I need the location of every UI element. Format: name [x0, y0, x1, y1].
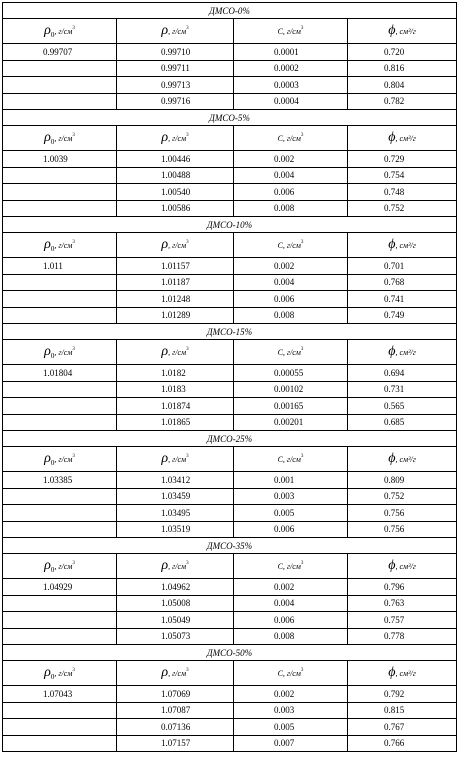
rho-symbol: ρ [44, 237, 51, 252]
concentration-label: C, г/см [277, 455, 301, 464]
rho0-cell [3, 60, 117, 77]
phi-cell: 0.754 [348, 167, 457, 184]
header-rho0 [3, 554, 117, 579]
header-rho0 [3, 340, 117, 365]
section-title: ДМСО-5% [3, 110, 457, 126]
rho-cell: 0.99710 [117, 44, 234, 61]
rho-symbol: ρ [161, 665, 169, 680]
phi-cell: 0.815 [348, 702, 457, 719]
header-concentration [234, 554, 348, 579]
rho-unit: , г/см [168, 27, 187, 36]
section-title: ДМСО-35% [3, 538, 457, 554]
table-row [3, 167, 457, 184]
table-row [3, 472, 457, 489]
rho-unit: , г/см [168, 562, 187, 571]
rho-cell: 0.99713 [117, 77, 234, 94]
header-concentration [234, 126, 348, 151]
header-rho [117, 447, 234, 472]
rho0-unit: , г/см [54, 455, 73, 464]
concentration-superscript: 3 [300, 561, 304, 566]
concentration-cell: 0.008 [234, 628, 348, 645]
phi-cell: 0.748 [348, 184, 457, 201]
rho-unit-superscript: 3 [186, 133, 189, 138]
rho-cell: 1.07069 [117, 686, 234, 703]
column-header-row [3, 554, 457, 579]
section-title-row [3, 110, 457, 126]
table-row [3, 686, 457, 703]
rho0-cell [3, 184, 117, 201]
header-concentration [234, 447, 348, 472]
rho0-cell [3, 200, 117, 217]
section-title-row [3, 645, 457, 661]
concentration-cell: 0.006 [234, 184, 348, 201]
phi-cell: 0.768 [348, 274, 457, 291]
header-rho0 [3, 233, 117, 258]
concentration-cell: 0.003 [234, 488, 348, 505]
header-rho [117, 554, 234, 579]
phi-cell: 0.792 [348, 686, 457, 703]
concentration-cell: 0.004 [234, 595, 348, 612]
header-rho0 [3, 19, 117, 44]
rho0-cell [3, 381, 117, 398]
section-title-row [3, 431, 457, 447]
phi-cell: 0.809 [348, 472, 457, 489]
concentration-cell: 0.005 [234, 719, 348, 736]
phi-symbol: ϕ [388, 237, 396, 252]
rho0-cell [3, 628, 117, 645]
concentration-label: C, г/см [277, 241, 301, 250]
concentration-cell: 0.00165 [234, 398, 348, 415]
phi-cell: 0.782 [348, 93, 457, 110]
table-row [3, 381, 457, 398]
rho-cell: 1.03519 [117, 521, 234, 538]
rho-symbol: ρ [44, 23, 51, 38]
section-title: ДМСО-50% [3, 645, 457, 661]
concentration-superscript: 3 [300, 26, 304, 31]
phi-cell: 0.804 [348, 77, 457, 94]
rho0-subscript: 0 [50, 459, 55, 467]
phi-cell: 0.778 [348, 628, 457, 645]
rho0-unit-superscript: 3 [72, 26, 75, 31]
concentration-cell: 0.005 [234, 505, 348, 522]
concentration-cell: 0.006 [234, 612, 348, 629]
section-title-row [3, 3, 457, 19]
table-row [3, 505, 457, 522]
rho0-cell [3, 93, 117, 110]
rho0-unit: , г/см [54, 669, 73, 678]
concentration-superscript: 3 [300, 240, 304, 245]
table-row [3, 77, 457, 94]
table-row [3, 258, 457, 275]
rho-cell: 1.00586 [117, 200, 234, 217]
rho0-cell [3, 488, 117, 505]
rho-unit-superscript: 3 [186, 561, 189, 566]
section-title: ДМСО-15% [3, 324, 457, 340]
rho0-cell [3, 77, 117, 94]
header-phi [348, 661, 457, 686]
header-phi [348, 447, 457, 472]
rho0-subscript: 0 [50, 352, 55, 360]
concentration-label: C, г/см [277, 134, 301, 143]
rho0-cell [3, 595, 117, 612]
table-row [3, 44, 457, 61]
header-phi [348, 126, 457, 151]
concentration-cell: 0.003 [234, 702, 348, 719]
header-concentration [234, 233, 348, 258]
rho-symbol: ρ [44, 558, 51, 573]
concentration-cell: 0.0003 [234, 77, 348, 94]
rho-cell: 1.01157 [117, 258, 234, 275]
phi-cell: 0.701 [348, 258, 457, 275]
table-row [3, 60, 457, 77]
phi-cell: 0.756 [348, 505, 457, 522]
phi-unit: , см³/г [395, 455, 416, 464]
concentration-cell: 0.006 [234, 291, 348, 308]
rho-unit-superscript: 3 [186, 347, 189, 352]
rho0-unit: , г/см [54, 241, 73, 250]
rho-cell: 1.00488 [117, 167, 234, 184]
phi-symbol: ϕ [388, 451, 396, 466]
concentration-cell: 0.0002 [234, 60, 348, 77]
phi-cell: 0.729 [348, 151, 457, 168]
section-title-row [3, 217, 457, 233]
table-row [3, 414, 457, 431]
concentration-superscript: 3 [300, 133, 304, 138]
rho0-subscript: 0 [50, 138, 55, 146]
rho-cell: 1.04962 [117, 579, 234, 596]
concentration-cell: 0.001 [234, 472, 348, 489]
rho-symbol: ρ [44, 665, 51, 680]
phi-cell: 0.763 [348, 595, 457, 612]
rho-symbol: ρ [161, 130, 169, 145]
header-concentration [234, 340, 348, 365]
rho-unit: , г/см [168, 455, 187, 464]
rho-cell: 1.05049 [117, 612, 234, 629]
column-header-row [3, 19, 457, 44]
rho-unit-superscript: 3 [186, 454, 189, 459]
phi-cell: 0.752 [348, 200, 457, 217]
phi-cell: 0.757 [348, 612, 457, 629]
column-header-row [3, 661, 457, 686]
rho0-unit-superscript: 3 [72, 668, 75, 673]
table-body [3, 3, 457, 752]
rho-cell: 0.99716 [117, 93, 234, 110]
rho-unit: , г/см [168, 241, 187, 250]
rho0-subscript: 0 [50, 245, 55, 253]
section-title-row [3, 538, 457, 554]
table-row [3, 184, 457, 201]
phi-cell: 0.741 [348, 291, 457, 308]
rho0-cell: 1.07043 [3, 686, 117, 703]
phi-symbol: ϕ [388, 130, 396, 145]
rho-cell: 1.01187 [117, 274, 234, 291]
rho0-cell [3, 307, 117, 324]
header-rho [117, 661, 234, 686]
rho0-unit: , г/см [54, 27, 73, 36]
table-row [3, 200, 457, 217]
rho-symbol: ρ [44, 451, 51, 466]
concentration-cell: 0.007 [234, 735, 348, 752]
concentration-cell: 0.002 [234, 151, 348, 168]
table-row [3, 365, 457, 382]
table-row [3, 488, 457, 505]
rho-unit: , г/см [168, 669, 187, 678]
rho-cell: 1.07087 [117, 702, 234, 719]
table-row [3, 274, 457, 291]
rho0-subscript: 0 [50, 566, 55, 574]
header-rho [117, 126, 234, 151]
column-header-row [3, 447, 457, 472]
table-row [3, 595, 457, 612]
rho-cell: 0.99711 [117, 60, 234, 77]
rho0-cell [3, 274, 117, 291]
concentration-cell: 0.00201 [234, 414, 348, 431]
header-concentration [234, 661, 348, 686]
phi-cell: 0.756 [348, 521, 457, 538]
rho0-cell: 1.01804 [3, 365, 117, 382]
table-row [3, 579, 457, 596]
table-row [3, 628, 457, 645]
concentration-cell: 0.00055 [234, 365, 348, 382]
table-row [3, 307, 457, 324]
rho-cell: 1.07157 [117, 735, 234, 752]
concentration-label: C, г/см [277, 562, 301, 571]
phi-symbol: ϕ [388, 665, 396, 680]
rho0-unit: , г/см [54, 348, 73, 357]
phi-unit: , см³/г [395, 241, 416, 250]
rho0-cell [3, 398, 117, 415]
phi-cell: 0.685 [348, 414, 457, 431]
phi-unit: , см³/г [395, 669, 416, 678]
rho-cell: 1.01248 [117, 291, 234, 308]
header-concentration [234, 19, 348, 44]
concentration-label: C, г/см [277, 348, 301, 357]
rho0-subscript: 0 [50, 673, 55, 681]
table-row [3, 612, 457, 629]
concentration-cell: 0.002 [234, 686, 348, 703]
rho-cell: 1.00446 [117, 151, 234, 168]
concentration-cell: 0.002 [234, 258, 348, 275]
column-header-row [3, 233, 457, 258]
header-phi [348, 340, 457, 365]
dmso-density-table [2, 2, 457, 752]
column-header-row [3, 126, 457, 151]
phi-symbol: ϕ [388, 23, 396, 38]
table-row [3, 719, 457, 736]
phi-cell: 0.731 [348, 381, 457, 398]
rho0-cell: 0.99707 [3, 44, 117, 61]
section-title: ДМСО-10% [3, 217, 457, 233]
section-title: ДМСО-0% [3, 3, 457, 19]
concentration-cell: 0.008 [234, 307, 348, 324]
rho-cell: 1.05008 [117, 595, 234, 612]
rho0-unit-superscript: 3 [72, 347, 75, 352]
phi-cell: 0.766 [348, 735, 457, 752]
concentration-cell: 0.004 [234, 167, 348, 184]
concentration-cell: 0.0001 [234, 44, 348, 61]
concentration-cell: 0.0004 [234, 93, 348, 110]
rho-symbol: ρ [161, 344, 169, 359]
header-rho0 [3, 126, 117, 151]
column-header-row [3, 340, 457, 365]
header-rho0 [3, 661, 117, 686]
rho0-unit-superscript: 3 [72, 133, 75, 138]
phi-cell: 0.767 [348, 719, 457, 736]
rho0-unit: , г/см [54, 562, 73, 571]
rho-unit: , г/см [168, 348, 187, 357]
table-row [3, 398, 457, 415]
phi-symbol: ϕ [388, 344, 396, 359]
header-phi [348, 554, 457, 579]
section-title: ДМСО-25% [3, 431, 457, 447]
rho-symbol: ρ [161, 558, 169, 573]
rho0-unit-superscript: 3 [72, 240, 75, 245]
table-row [3, 291, 457, 308]
phi-unit: , см³/г [395, 562, 416, 571]
phi-symbol: ϕ [388, 558, 396, 573]
rho-cell: 1.03412 [117, 472, 234, 489]
phi-unit: , см³/г [395, 134, 416, 143]
rho-cell: 1.01289 [117, 307, 234, 324]
phi-cell: 0.694 [348, 365, 457, 382]
concentration-superscript: 3 [300, 347, 304, 352]
rho0-cell [3, 702, 117, 719]
table-row [3, 93, 457, 110]
concentration-cell: 0.006 [234, 521, 348, 538]
rho0-cell [3, 735, 117, 752]
concentration-cell: 0.002 [234, 579, 348, 596]
header-rho [117, 340, 234, 365]
rho-cell: 1.01865 [117, 414, 234, 431]
rho-symbol: ρ [161, 237, 169, 252]
concentration-label: C, г/см [277, 669, 301, 678]
rho-unit-superscript: 3 [186, 240, 189, 245]
rho0-cell: 1.0039 [3, 151, 117, 168]
rho0-cell [3, 505, 117, 522]
concentration-cell: 0.004 [234, 274, 348, 291]
rho0-cell: 1.011 [3, 258, 117, 275]
rho0-unit-superscript: 3 [72, 561, 75, 566]
concentration-cell: 0.008 [234, 200, 348, 217]
rho-cell: 1.05073 [117, 628, 234, 645]
concentration-label: C, г/см [277, 27, 301, 36]
section-title-row [3, 324, 457, 340]
rho-symbol: ρ [161, 451, 169, 466]
phi-cell: 0.816 [348, 60, 457, 77]
rho-cell: 1.0183 [117, 381, 234, 398]
rho-unit: , г/см [168, 134, 187, 143]
rho-symbol: ρ [44, 130, 51, 145]
rho0-unit-superscript: 3 [72, 454, 75, 459]
phi-cell: 0.752 [348, 488, 457, 505]
phi-unit: , см³/г [395, 348, 416, 357]
rho-unit-superscript: 3 [186, 26, 189, 31]
header-phi [348, 19, 457, 44]
rho0-cell: 1.03385 [3, 472, 117, 489]
table-row [3, 151, 457, 168]
rho0-cell [3, 612, 117, 629]
table-row [3, 702, 457, 719]
rho-symbol: ρ [44, 344, 51, 359]
header-rho [117, 19, 234, 44]
rho0-cell [3, 414, 117, 431]
rho-cell: 0.07136 [117, 719, 234, 736]
rho0-cell [3, 291, 117, 308]
rho0-cell [3, 521, 117, 538]
rho0-subscript: 0 [50, 31, 55, 39]
phi-unit: , см³/г [395, 27, 416, 36]
concentration-cell: 0.00102 [234, 381, 348, 398]
rho-cell: 1.00540 [117, 184, 234, 201]
table-row [3, 521, 457, 538]
table-row [3, 735, 457, 752]
phi-cell: 0.720 [348, 44, 457, 61]
rho-cell: 1.0182 [117, 365, 234, 382]
rho-cell: 1.01874 [117, 398, 234, 415]
phi-cell: 0.796 [348, 579, 457, 596]
phi-cell: 0.749 [348, 307, 457, 324]
rho-unit-superscript: 3 [186, 668, 189, 673]
rho-symbol: ρ [161, 23, 169, 38]
header-phi [348, 233, 457, 258]
rho-cell: 1.03459 [117, 488, 234, 505]
rho0-cell: 1.04929 [3, 579, 117, 596]
rho0-unit: , г/см [54, 134, 73, 143]
rho0-cell [3, 719, 117, 736]
concentration-superscript: 3 [300, 454, 304, 459]
phi-cell: 0.565 [348, 398, 457, 415]
rho0-cell [3, 167, 117, 184]
header-rho [117, 233, 234, 258]
concentration-superscript: 3 [300, 668, 304, 673]
rho-cell: 1.03495 [117, 505, 234, 522]
header-rho0 [3, 447, 117, 472]
